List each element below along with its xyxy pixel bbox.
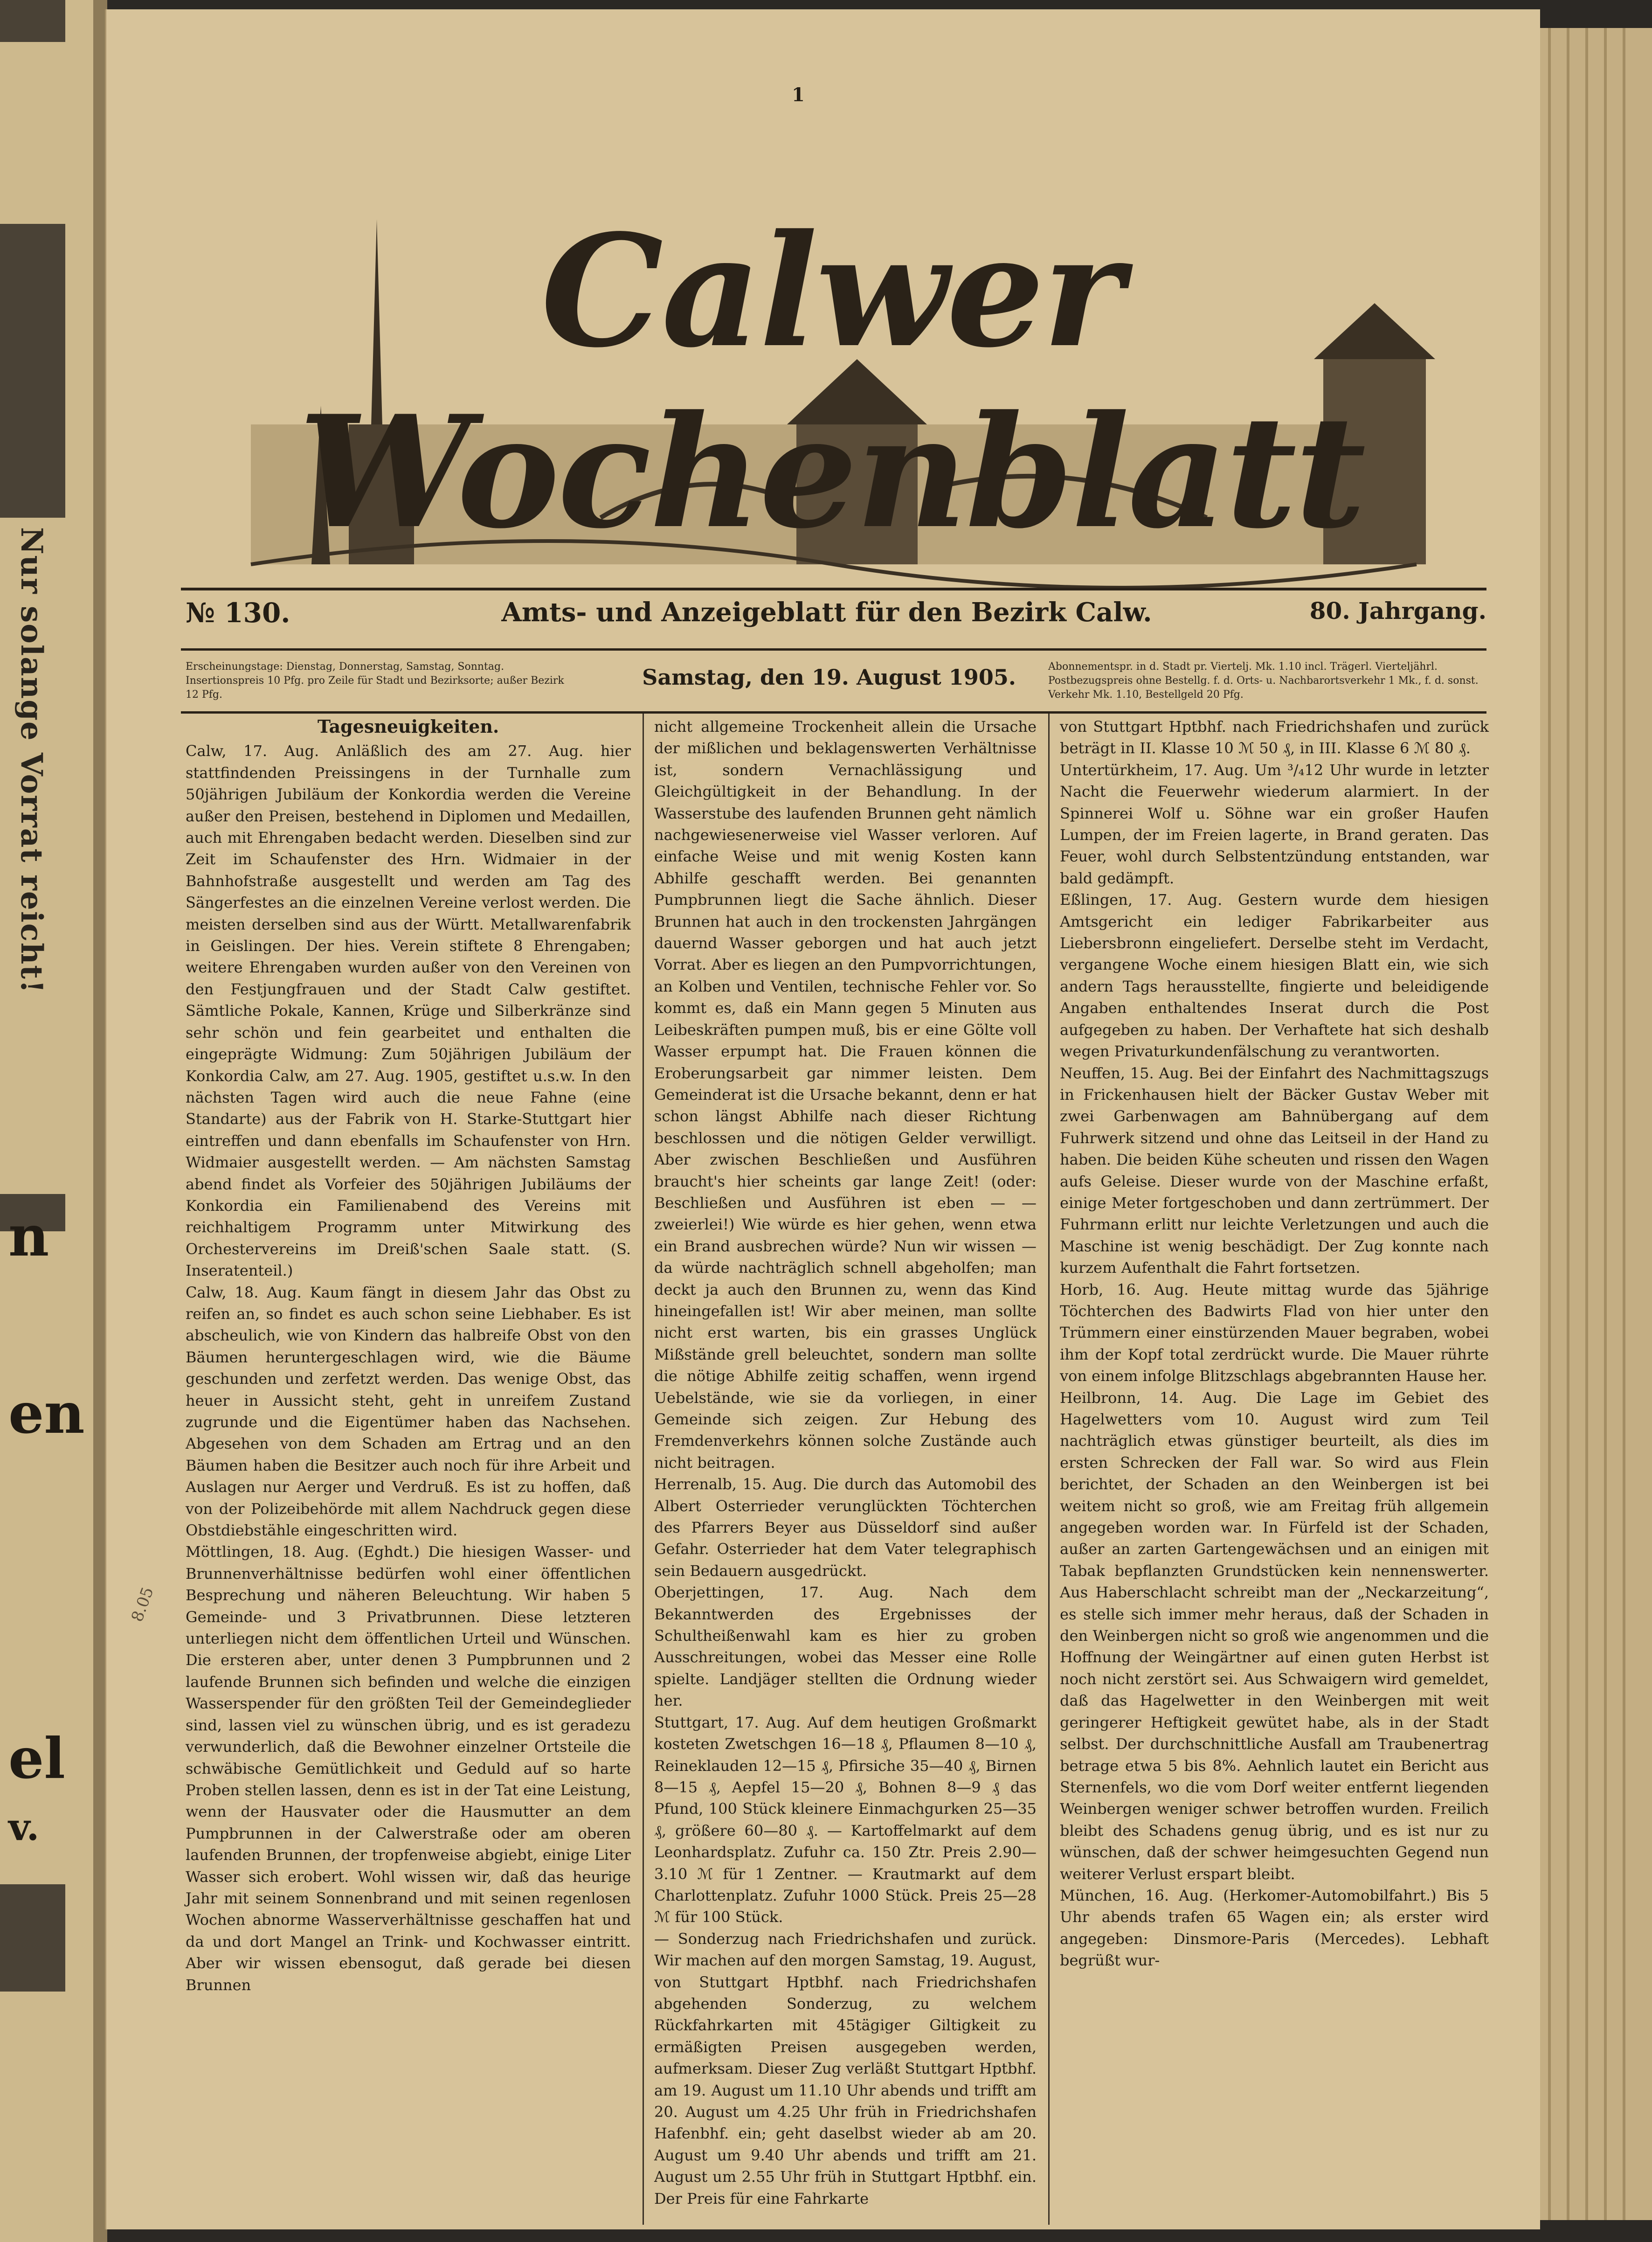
article-paragraph: von Stuttgart Hptbhf. nach Friedrichshafen und zurück beträgt in II. Klasse 10 ℳ 50 ₰, in III. Klasse 6 ℳ 80 ₰. (1060, 718, 1489, 757)
article-paragraph: Horb, 16. Aug. Heute mittag wurde das 5jährige Töchterchen des Badwirts Flad von hier unter den Trümmern einer einstürzenden Mauer begraben, wobei ihm der Kopf total zerdrückt wurde. Die Mauer rührte von einem infolge Blitzschlags abgebrannten Hause her. (1060, 1280, 1489, 1385)
left-page-vertical-text: Nur solange Vorrat reicht! (14, 527, 49, 994)
page-edges (1539, 28, 1652, 2220)
issue-date: Samstag, den 19. August 1905. (642, 665, 1016, 690)
divider (181, 588, 1486, 590)
page-number: 1 (792, 84, 805, 106)
article-paragraph: Heilbronn, 14. Aug. Die Lage im Gebiet des Hagelwetters vom 10. August wird zum Teil nachträglich etwas günstiger beurteilt, als dies im ersten Schrecken der Fall war. So wird aus Flein berichtet, der Schaden an den Weinbergen ist bei weitem nicht so groß, wie am Freitag früh allgemein angegeben worden war. In Fürfeld ist der Schaden, außer an zarten Gartengewächsen und an einigen mit Tabak bepflanzten Grundstücken kein nennenswerter. Aus Haberschlacht schreibt man der „Neckarzeitung“, es stelle sich immer mehr heraus, daß der Schaden in den Weinbergen nicht so groß wie angenommen und die Hoffnung der Weingärtner auf einen guten Herbst ist noch nicht zerstört sei. Aus Schwaigern wird gemeldet, daß das Hagelwetter in den Weinbergen mit weit geringerer Heftigkeit gewütet habe, als in der Stadt selbst. Der durchschnittliche Ausfall am Traubenertrag betrage etwa 5 bis 8%. Aehnlich lautet ein Bericht aus Sternenfels, wo die vom Dorf weiter entfernt liegenden Weinbergen weniger schwer betroffen wurden. Freilich bleibt des Schadens genug übrig, und es ist nur zu wünschen, daß der schwer heimgesuchten Gegend nun weiterer Verlust erspart bleibt. (1060, 1388, 1489, 1883)
article-paragraph: Stuttgart, 17. Aug. Auf dem heutigen Großmarkt kosteten Zwetschgen 16—18 ₰, Pflaumen 8—10 ₰, Reineklauden 12—15 ₰, Pfirsiche 35—40 ₰, Birnen 8—15 ₰, Aepfel 15—20 ₰, Bohnen 8—9 ₰ das Pfund, 100 Stück kleinere Einmachgurken 25—35 ₰, größere 60—80 ₰. — Kartoffelmarkt auf dem Leonhardsplatz. Zufuhr ca. 150 Ztr. Preis 2.90—3.10 ℳ für 1 Zentner. — Krautmarkt auf dem Charlottenplatz. Zufuhr 1000 Stück. Preis 25—28 ℳ für 100 Stück. (654, 1713, 1037, 1926)
left-page-fragment-text: el (8, 1726, 65, 1791)
article-paragraph: Calw, 17. Aug. Anläßlich des am 27. Aug. hier stattfindenden Preissingens in der Turnhalle zum 50jährigen Jubiläum der Konkordia werden die Vereine außer den Preisen, bestehend in Diplomen und Medaillen, auch mit Ehrengaben bedacht werden. Dieselben sind zur Zeit im Schaufenster des Hrn. Widmaier in der Bahnhofstraße ausgestellt und werden am Tag des Sängerfestes an die einzelnen Vereine verlost werden. Die meisten derselben sind aus der Württ. Metallwarenfabrik in Geislingen. Der hies. Verein stiftete 8 Ehrengaben; weitere Ehrengaben wurden außer von den Vereinen von den Festjungfrauen und der Stadt Calw gestiftet. Sämtliche Pokale, Kannen, Krüge und Silberkränze sind sehr schön und fein gearbeitet und enthalten die eingeprägte Widmung: Zum 50jährigen Jubiläum der Konkordia Calw, am 27. Aug. 1905, gestiftet u.s.w. In den nächsten Tagen wird auch die neue Fahne (eine Standarte) aus der Fabrik von H. Starke-Stuttgart hier eintreffen und dann ebenfalls im Schaufenster von Hrn. Widmaier ausgestellt werden. — Am nächsten Samstag abend findet als Vorfeier des 50jährigen Jubiläums der Konkordia ein Familienabend des Vereins mit reichhaltigem Programm unter Mitwirkung des Orchestervereins im Dreiß'schen Saale statt. (S. Inseratenteil.) (186, 742, 631, 1280)
left-page-fragment-text: en (8, 1381, 85, 1446)
article-paragraph: Oberjettingen, 17. Aug. Nach dem Bekanntwerden des Ergebnisses der Schultheißenwahl kam es hier zu groben Ausschreitungen, wobei das Messer eine Rolle spielte. Landjäger stellten die Ordnung wieder her. (654, 1583, 1037, 1710)
article-paragraph: — Sonderzug nach Friedrichshafen und zurück. Wir machen auf den morgen Samstag, 19. August, von Stuttgart Hptbhf. nach Friedrichshafen abgehenden Sonderzug, zu welchem Rückfahrkarten mit 45tägiger Giltigkeit zu ermäßigten Preisen ausgegeben werden, aufmerksam. Dieser Zug verläßt Stuttgart Hptbhf. am 19. August um 11.10 Uhr abends und trifft am 20. August um 4.25 Uhr früh in Friedrichshafen Hafenbhf. ein; geht daselbst wieder ab am 20. August um 9.40 Uhr abends und trifft am 21. August um 2.55 Uhr früh in Stuttgart Hptbhf. ein. Der Preis für eine Fahrkarte (654, 1930, 1037, 2207)
column-bar (0, 224, 65, 518)
column-divider (643, 714, 644, 2225)
left-page-fragment-text: v. (8, 1805, 40, 1849)
column-bar (0, 1884, 65, 1992)
column-2 (654, 716, 1037, 2209)
article-paragraph: nicht allgemeine Trockenheit allein die Ursache der mißlichen und beklagenswerten Verhältnisse ist, sondern Vernachlässigung und Gleichgültigkeit in der Behandlung. In der Wasserstube des laufenden Brunnen geht nämlich nachgewiesenerweise viel Wasser verloren. Auf einfache Weise und mit wenig Kosten kann Abhilfe geschafft werden. Bei genannten Pumpbrunnen liegt die Sache ähnlich. Dieser Brunnen hat auch in den trockensten Jahrgängen dauernd Wasser geborgen und hat auch jetzt Vorrat. Aber es liegen an den Pumpvorrichtungen, an Kolben und Ventilen, technische Fehler vor. So kommt es, daß ein Mann gegen 5 Minuten aus Leibeskräften pumpen muß, bis er eine Gölte voll Wasser erpumpt hat. Die Frauen können die Eroberungsarbeit gar nimmer leisten. Dem Gemeinderat ist die Ursache bekannt, denn er hat schon längst Abhilfe nach dieser Richtung beschlossen und die nötigen Gelder verwilligt. Aber zwischen Beschließen und Ausführen braucht's hier scheints gar lange Zeit! (oder: Beschließen und Ausführen ist eben — — zweierlei!) Wie würde es hier gehen, wenn etwa ein Brand ausbrechen würde? Nun wir wissen — da würde nachträglich schnell abgeholfen; man deckt ja auch den Brunnen zu, wenn das Kind hineingefallen ist! Wir aber meinen, man sollte nicht erst warten, bis ein grasses Unglück Mißstände grell beleuchtet, sondern man sollte die nötige Abhilfe zeitig schaffen, wenn irgend Uebelstände, wie sie da vorliegen, in einer Gemeinde sich zeigen. Zur Hebung des Fremdenverkehrs können solche Zustände auch nicht beitragen. (654, 718, 1037, 1472)
section-title: Tagesneuigkeiten. (317, 716, 499, 737)
divider (181, 648, 1486, 651)
article-paragraph: Herrenalb, 15. Aug. Die durch das Automobil des Albert Osterrieder verunglückten Töchterchen des Pfarrers Beyer aus Düsseldorf sind außer Gefahr. Osterrieder hat dem Vater telegraphisch sein Bedauern ausgedrückt. (654, 1475, 1037, 1580)
newspaper-page (105, 9, 1540, 2229)
article-paragraph: Untertürkheim, 17. Aug. Um ³/₄12 Uhr wurde in letzter Nacht die Feuerwehr wiederum alarmiert. In der Spinnerei Wolf u. Söhne war ein großer Haufen Lumpen, der im Freien lagerte, in Brand geraten. Das Feuer, wohl durch Selbstentzündung entstanden, war bald gedämpft. (1060, 761, 1489, 887)
article-paragraph: Möttlingen, 18. Aug. (Eghdt.) Die hiesigen Wasser- und Brunnenverhältnisse bedürfen wohl einer öffentlichen Besprechung und näheren Beleuchtung. Wir haben 5 Gemeinde- und 3 Privatbrunnen. Diese letzteren unterliegen nicht dem öffentlichen Urteil und Wünschen. Die ersteren aber, unter denen 3 Pumpbrunnen und 2 laufende Brunnen sich befinden und welche die einzigen Wasserspender für den größten Teil der Gemeindeglieder sind, lassen viel zu wünschen übrig, und es ist geradezu verwunderlich, daß die Bewohner einzelner Ortsteile die schwäbische Gemütlichkeit und Geduld auf so harte Proben stellen lassen, denn es ist in der Tat eine Leistung, wenn der Hausvater oder die Hausmutter an dem Pumpbrunnen in der Calwerstraße oder am oberen laufenden Brunnen, der tropfenweise abgiebt, einige Liter Wasser sich erobert. Wohl wissen wir, daß das heurige Jahr mit seinem Sonnenbrand und mit seinen regenlosen Wochen abnorme Wasserverhältnisse geschaffen hat und da und dort Mangel an Trink- und Kochwasser eintritt. Aber wir wissen ebensogut, daß gerade bei diesen Brunnen (186, 1543, 631, 1994)
newspaper-title: Calwer Wochenblatt (298, 201, 1364, 562)
column-divider (1048, 714, 1050, 2225)
masthead (181, 163, 1482, 597)
volume: 80. Jahrgang. (1309, 597, 1486, 625)
article-paragraph: Neuffen, 15. Aug. Bei der Einfahrt des Nachmittagszugs in Frickenhausen hielt der Bäcker Gustav Weber mit zwei Garbenwagen am Bahnübergang auf dem Fuhrwerk sitzend und ohne das Leitseil in der Hand zu haben. Die beiden Kühe scheuten und rissen den Wagen aufs Geleise. Dieser wurde von der Maschine erfaßt, einige Meter fortgeschoben und dann zertrümmert. Der Fuhrmann erlitt nur leichte Verletzungen und auch die Maschine ist wenig beschädigt. Der Zug konnte nach kurzem Aufenthalt die Fahrt fortsetzen. (1060, 1064, 1489, 1277)
publication-info: Erscheinungstage: Dienstag, Donnerstag, Samstag, Sonntag. Insertionspreis 10 Pfg. pro Zeile für Stadt und Bezirksorte; außer Bezirk 12 Pfg. (186, 661, 564, 701)
left-page-fragment-text: n (8, 1203, 49, 1269)
divider (181, 711, 1486, 714)
column-1 (186, 716, 631, 1996)
subscription-info: Abonnementspr. in d. Stadt pr. Viertelj. Mk. 1.10 incl. Trägerl. Vierteljährl. Postbezugspreis ohne Bestellg. f. d. Orts- u. Nachbarortsverkehr 1 Mk., f. d. sonst. Verkehr Mk. 1.10, Bestellgeld 20 Pfg. (1048, 661, 1479, 701)
issue-number: № 130. (186, 597, 290, 629)
column-3 (1060, 716, 1489, 1971)
article-paragraph: Calw, 18. Aug. Kaum fängt in diesem Jahr das Obst zu reifen an, so findet es auch schon seine Liebhaber. Es ist abscheulich, wie von Kindern das halbreife Obst von den Bäumen heruntergeschlagen wird, wie die Bäume geschunden und zerfetzt werden. Das wenige Obst, das heuer in Aussicht steht, geht in unreifem Zustand zugrunde und die Eigentümer haben das Nachsehen. Abgesehen von dem Schaden am Ertrag und an den Bäumen haben die Besitzer auch noch für ihre Arbeit und Auslagen nur Aerger und Verdruß. Es ist zu hoffen, daß von der Polizeibehörde mit allem Nachdruck gegen diese Obstdiebstähle eingeschritten wird. (186, 1283, 631, 1540)
article-paragraph: Eßlingen, 17. Aug. Gestern wurde dem hiesigen Amtsgericht ein lediger Fabrikarbeiter aus Liebersbronn eingeliefert. Derselbe steht im Verdacht, vergangene Woche einem hiesigen Blatt ein, wie sich andern Tags herausstellte, fingierte und beleidigende Angaben enthaltendes Inserat durch die Post aufgegeben zu haben. Der Verhaftete hat sich deshalb wegen Privaturkundenfälschung zu verantworten. (1060, 891, 1489, 1061)
article-paragraph: München, 16. Aug. (Herkomer-Automobilfahrt.) Bis 5 Uhr abends trafen 65 Wagen ein; als erster wird angegeben: Dinsmore-Paris (Mercedes). Lebhaft begrüßt wur- (1060, 1886, 1489, 1970)
left-page-fragment (0, 0, 105, 2242)
subtitle: Amts- und Anzeigeblatt für den Bezirk Calw. (501, 597, 1152, 628)
column-bar (0, 0, 65, 42)
handwritten-margin-note: 8.05 (128, 1584, 158, 1624)
